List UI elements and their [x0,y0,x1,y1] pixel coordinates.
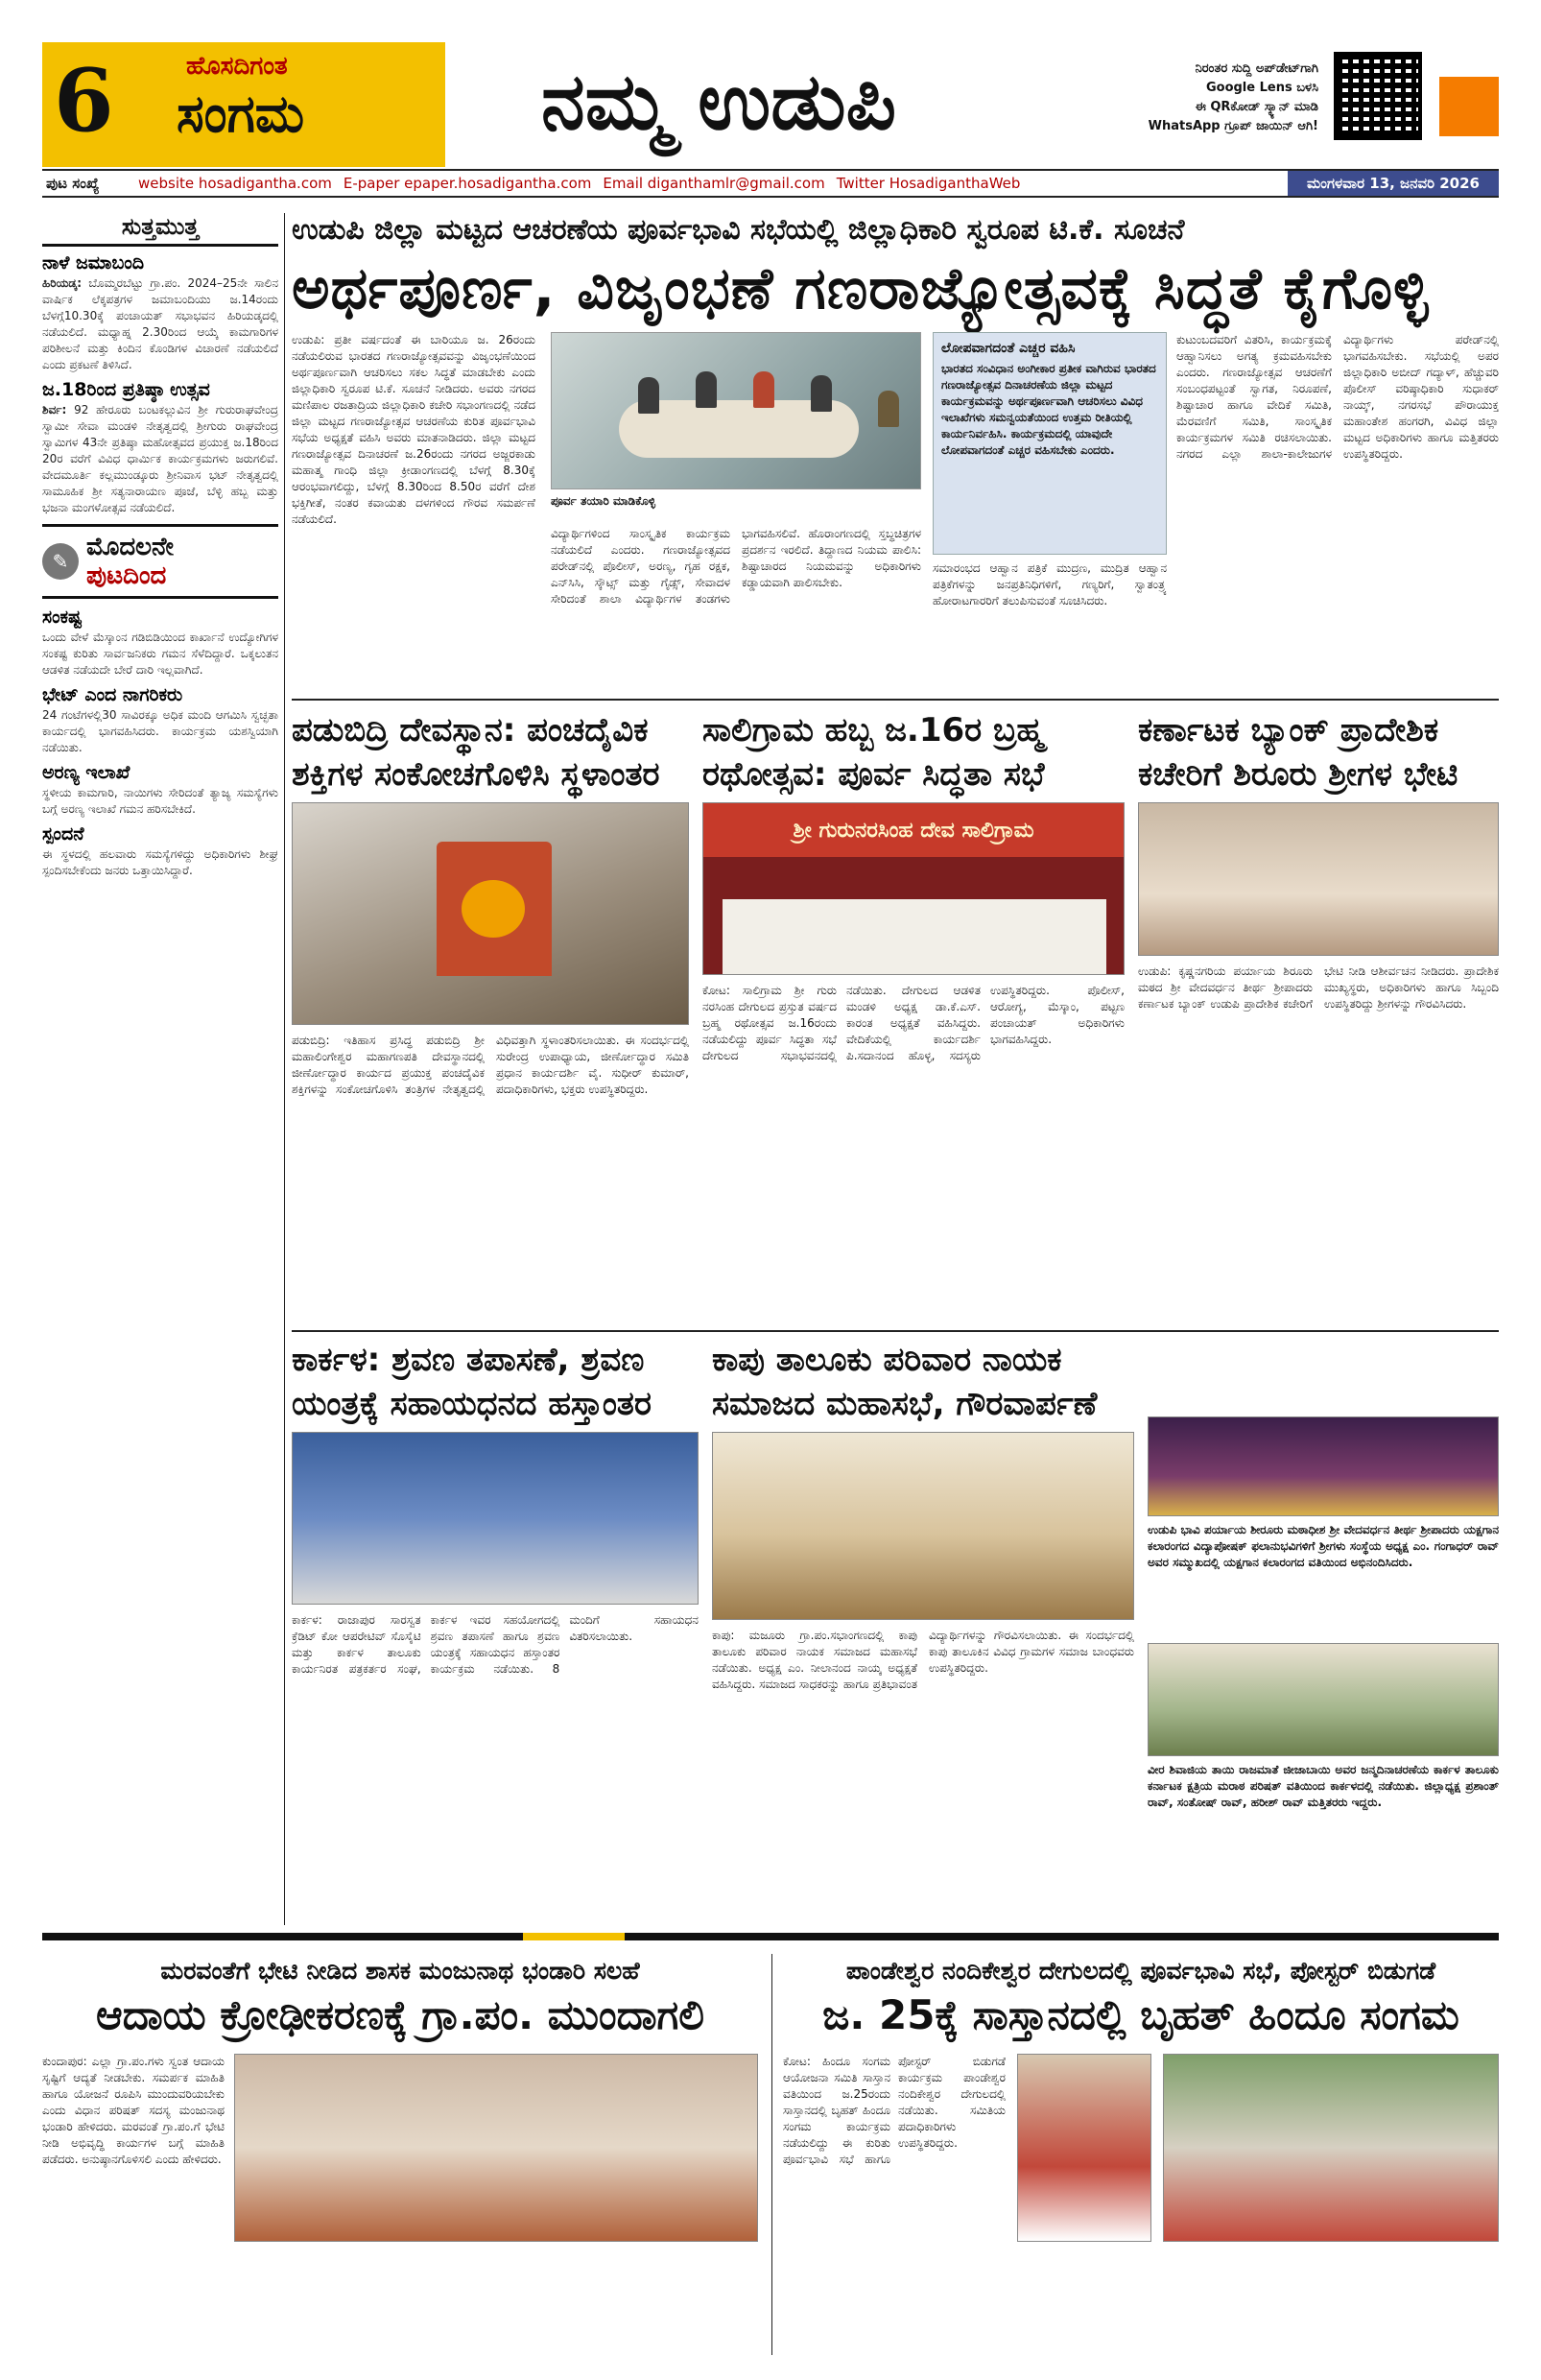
story-body: ಕುಂದಾಪುರ: ಎಲ್ಲಾ ಗ್ರಾ.ಪಂ.ಗಳು ಸ್ವಂತ ಆದಾಯ ಸೃಷ್ಟಿಗೆ ಆದ್ಯತೆ ನೀಡಬೇಕು. ಸಮರ್ಪಕ ಮಾಹಿತಿ ಹಾಗೂ ಯೋಜನೆ ರೂಪಿಸಿ ಮುಂದುವರಿಯಬೇಕು ಎಂದು ವಿಧಾನ ಪರಿಷತ್ ಸದಸ್ಯ ಮಂಜುನಾಥ ಭಂಡಾರಿ ಹೇಳಿದರು. ಮರವಂತೆ ಗ್ರಾ.ಪಂ.ಗೆ ಭೇಟಿ ನೀಡಿ ಅಭಿವೃದ್ಧಿ ಕಾರ್ಯಗಳ ಬಗ್ಗೆ ಮಾಹಿತಿ ಪಡೆದರು. ಅನುಷ್ಠಾನಗೊಳಿಸಲಿ ಎಂದು ಹೇಳಿದರು. [42,2055,225,2166]
brief-headline: ಜ.18ರಿಂದ ಪ್ರತಿಷ್ಠಾ ಉತ್ಸವ [42,379,210,400]
masthead [42,42,1499,192]
column-divider [284,213,285,1925]
twitter-link[interactable]: Twitter HosadiganthaWeb [836,175,1021,192]
brief-item [42,762,278,818]
contact-links [138,175,1288,192]
lead-kicker: ಉಡುಪಿ ಜಿಲ್ಲಾ ಮಟ್ಟದ ಆಚರಣೆಯ ಪೂರ್ವಭಾವಿ ಸಭೆಯಲ್ಲಿ ಜಿಲ್ಲಾಧಿಕಾರಿ ಸ್ವರೂಪ ಟಿ.ಕೆ. ಸೂಚನೆ [292,213,1185,247]
story-kicker: ಪಾಂಡೇಶ್ವರ ನಂದಿಕೇಶ್ವರ ದೇಗುಲದಲ್ಲಿ ಪೂರ್ವಭಾವಿ ಸಭೆ, ಪೋಸ್ಟರ್ ಬಿಡುಗಡೆ [845,1957,1436,1985]
story-kicker: ಮರವಂತೆಗೆ ಭೇಟಿ ನೀಡಿದ ಶಾಸಕ ಮಂಜುನಾಥ ಭಂಡಾರಿ ಸಲಹೆ [160,1957,640,1985]
meeting-stage-photo [702,802,1125,975]
issue-date: ಮಂಗಳವಾರ 13, ಜನವರಿ 2026 [1288,171,1499,196]
brief-item [42,252,278,373]
dateline: ಹಿರಿಯಡ್ಕ: [42,276,83,290]
fire-shape [462,880,525,938]
continued-label-2: ಪುಟದಿಂದ [86,561,167,590]
brief-text: 92 ಹೇರೂರು ಬಂಟಕಲ್ಲುವಿನ ಶ್ರೀ ಗುರುರಾಘವೇಂದ್ರ ಸ್ವಾಮೀ ಸೇವಾ ಮಂಡಳಿ ನೇತೃತ್ವದಲ್ಲಿ ಶ್ರೀಗುರು ರಾಘವೇಂದ್ರ ಸ್ವಾಮಿಗಳ 43ನೇ ಪ್ರತಿಷ್ಠಾ ಮಹೋತ್ಸವದ ಪ್ರಯುಕ್ತ ಜ.18ರಿಂದ 20ರ ವರೆಗೆ ವಿವಿಧ ಧಾರ್ಮಿಕ ಕಾರ್ಯಕ್ರಮಗಳು ಜರುಗಲಿವೆ. ವೇದಮೂರ್ತಿ ಕಲ್ಲಮುಂಡ್ಕೂರು ಶ್ರೀನಿವಾಸ ಭಟ್ ನೇತೃತ್ವದಲ್ಲಿ ಸಾಮೂಹಿಕ ಶ್ರೀ ಸತ್ಯನಾರಾಯಣ ಪೂಜೆ, ಬೆಳ್ಳಿ ಹಬ್ಬ ಮತ್ತು ಭಜನಾ ಮಂಗಳೋತ್ಸವ ನಡೆಯಲಿದೆ. [42,403,278,514]
brief-text: ಒಂದು ವೇಳೆ ಮೆಸ್ಕಾಂನ ಗಡಿಬಿಡಿಯಿಂದ ಕಾರ್ಖಾನೆ ಉದ್ಯೋಗಿಗಳ ಸಂಕಷ್ಟ ಕುರಿತು ಸಾರ್ವಜನಿಕರು ಗಮನ ಸೆಳೆದಿದ್ದಾರೆ. ಒಕ್ಕಲುತನ ಆಡಳಿತ ನಡೆಯದೇ ಬೇರೆ ದಾರಿ ಇಲ್ಲವಾಗಿದೆ. [42,631,278,677]
lead-body: ಕುಟುಂಬದವರಿಗೆ ವಿತರಿಸಿ, ಕಾರ್ಯಕ್ರಮಕ್ಕೆ ಆಹ್ವಾನಿಸಲು ಅಗತ್ಯ ಕ್ರಮವಹಿಸಬೇಕು ಎಂದರು. ಗಣರಾಜ್ಯೋತ್ಸವ ಆಚರಣೆಗೆ ಸಂಬಂಧಪಟ್ಟಂತೆ ಸ್ವಾಗತ, ನಿರೂಪಣೆ, ಶಿಷ್ಟಾಚಾರ ಹಾಗೂ ವೇದಿಕೆ ಸಮಿತಿ, ಮೆರವಣಿಗೆ ಸಮಿತಿ, ಸಾಂಸ್ಕೃತಿಕ ಕಾರ್ಯಕ್ರಮಗಳ ಸಮಿತಿ ರಚಿಸಲಾಯಿತು. ನಗರದ ಎಲ್ಲಾ ಶಾಲಾ-ಕಾಲೇಜುಗಳ ವಿದ್ಯಾರ್ಥಿಗಳು ಪರೇಡ್‌ನಲ್ಲಿ ಭಾಗವಹಿಸಬೇಕು. ಸಭೆಯಲ್ಲಿ ಅಪರ ಜಿಲ್ಲಾಧಿಕಾರಿ ಅಬೀದ್ ಗದ್ಯಾಳ್, ಹೆಚ್ಚುವರಿ ಪೊಲೀಸ್ ವರಿಷ್ಠಾಧಿಕಾರಿ ಸುಧಾಕರ್ ನಾಯ್ಕ್, ನಗರಸಭೆ ಪೌರಾಯುಕ್ತ ಮಹಾಂತೇಶ ಹಂಗರಗಿ, ವಿವಿಧ ಜಿಲ್ಲಾ ಮಟ್ಟದ ಅಧಿಕಾರಿಗಳು ಹಾಗೂ ಮತ್ತಿತರರು ಉಪಸ್ಥಿತರಿದ್ದರು. [1176,333,1499,461]
jijabai-event-photo [1148,1643,1499,1756]
meeting-photo [551,332,921,489]
brief-item [42,684,278,756]
column-divider [771,1954,772,2355]
pencil-icon: ✎ [42,543,79,580]
brief-headline: ಸಂಕಷ್ಟ [42,607,83,628]
promo-line: ನಿರಂತರ ಸುದ್ದಿ ಅಪ್‌ಡೇಟ್‌ಗಾಗಿ [1195,61,1318,76]
brief-headline: ಸ್ಪಂದನೆ [42,823,84,845]
section-title: ಸಂಗಮ [177,83,305,144]
lead-headline: ಅರ್ಥಪೂರ್ಣ, ವಿಜೃಂಭಣೆ ಗಣರಾಜ್ಯೋತ್ಸವಕ್ಕೆ ಸಿದ್ಧತೆ ಕೈಗೊಳ್ಳಿ [292,255,1430,322]
dateline: ಶಿರ್ವ: [42,403,67,416]
brief-text: 24 ಗಂಟೆಗಳಲ್ಲಿ30 ಸಾವಿರಕ್ಕೂ ಅಧಿಕ ಮಂದಿ ಆಗಮಿಸಿ ಸ್ವಚ್ಛತಾ ಕಾರ್ಯದಲ್ಲಿ ಭಾಗವಹಿಸಿದರು. ಕಾರ್ಯಕ್ರಮ ಯಶಸ್ವಿಯಾಗಿ ನಡೆಯಿತು. [42,708,278,754]
promo-line: Google Lens ಬಳಸಿ [1205,81,1318,95]
page-label: ಪುಟ ಸಂಖ್ಯೆ [46,175,100,192]
award-stage-photo [1148,1416,1499,1516]
whatsapp-promo [1079,60,1318,136]
lead-body: ಉಡುಪಿ: ಪ್ರತೀ ವರ್ಷದಂತೆ ಈ ಬಾರಿಯೂ ಜ. 26ರಂದು ನಡೆಯಲಿರುವ ಭಾರತದ ಗಣರಾಜ್ಯೋತ್ಸವವನ್ನು ವಿಜೃಂಭಣೆಯಿಂದ ಅರ್ಥಪೂರ್ಣವಾಗಿ ಆಚರಿಸಲು ಸಕಲ ಸಿದ್ಧತೆ ಮಾಡಬೇಕು ಎಂದು ಜಿಲ್ಲಾಧಿಕಾರಿ ಸ್ವರೂಪ ಟಿ.ಕೆ. ಸೂಚನೆ ನೀಡಿದರು. ಅವರು ನಗರದ ಮಣಿಪಾಲ ರಜತಾದ್ರಿಯ ಜಿಲ್ಲಾಧಿಕಾರಿ ಕಚೇರಿ ಸಭಾಂಗಣದಲ್ಲಿ ನಡೆದ ಜಿಲ್ಲಾ ಮಟ್ಟದ ಗಣರಾಜ್ಯೋತ್ಸವ ಆಚರಣೆಯ ಕುರಿತ ಪೂರ್ವಭಾವಿ ಸಭೆಯ ಅಧ್ಯಕ್ಷತೆ ವಹಿಸಿ ಅವರು ಮಾತನಾಡಿದರು. ಜಿಲ್ಲಾ ಮಟ್ಟದ ಗಣರಾಜ್ಯೋತ್ಸವ ದಿನಾಚರಣೆ ಜ.26ರಂದು ನಗರದ ಅಜ್ಜರಕಾಡು ಮಹಾತ್ಮ ಗಾಂಧಿ ಜಿಲ್ಲಾ ಕ್ರೀಡಾಂಗಣದಲ್ಲಿ ಬೆಳಗ್ಗೆ 8.30ಕ್ಕೆ ಆರಂಭವಾಗಲಿದ್ದು, ಬೆಳಗ್ಗೆ 8.30ರಿಂದ 8.50ರ ವರೆಗೆ ದೇಶ ಭಕ್ತಿಗೀತೆ, ನಂತರ ಕವಾಯತು ದಳಗಳಿಂದ ಗೌರವ ಸಮರ್ಪಣೆ ನಡೆಯಲಿದೆ. [292,333,535,526]
story-pandeshwara [783,1954,1499,2355]
sidebar-column [42,213,278,1925]
brief-item [42,823,278,879]
person-figure [753,371,774,408]
epaper-link[interactable]: E-paper epaper.hosadigantha.com [343,175,592,192]
story-headline: ಕಾರ್ಕಳ: ಶ್ರವಣ ತಪಾಸಣೆ, ಶ್ರವಣ ಯಂತ್ರಕ್ಕೆ ಸಹಾಯಧನದ ಹಸ್ತಾಂತರ [292,1341,652,1423]
photo-caption: ಉಡುಪಿ ಭಾವಿ ಪರ್ಯಾಯ ಶೀರೂರು ಮಠಾಧೀಶ ಶ್ರೀ ವೇದವರ್ಧನ ತೀರ್ಥ ಶ್ರೀಪಾದರು ಯಕ್ಷಗಾನ ಕಲಾರಂಗದ ವಿದ್ಯಾಪೋಷಕ್ ಫಲಾನುಭವಿಗಳಿಗೆ ಶ್ರೀಗಳು ಸಂಸ್ಥೆಯ ಅಧ್ಯಕ್ಷ ಎಂ. ಗಂಗಾಧರ್ ರಾವ್ ಅವರ ಸಮ್ಮುಖದಲ್ಲಿ ಯಕ್ಷಗಾನ ಕಲಾರಂಗದ ವತಿಯಿಂದ ಅಭಿನಂದಿಸಿದರು. [1148,1523,1499,1569]
lead-story [292,209,1499,689]
stage-table [723,899,1106,975]
highlight-text: ಭಾರತದ ಸಂವಿಧಾನ ಅಂಗೀಕಾರ ಪ್ರತೀಕ ವಾಗಿರುವ ಭಾರತದ ಗಣರಾಜ್ಯೋತ್ಸವ ದಿನಾಚರಣೆಯ ಜಿಲ್ಲಾ ಮಟ್ಟದ ಕಾರ್ಯಕ್ರಮವನ್ನು ಅರ್ಥಪೂರ್ಣವಾಗಿ ಆಚರಿಸಲು ವಿವಿಧ ಇಲಾಖೆಗಳು ಸಮನ್ವಯತೆಯಿಂದ ಉತ್ತಮ ರೀತಿಯಲ್ಲಿ ಕಾರ್ಯನಿರ್ವಹಿಸಿ. ಕಾರ್ಯಕ್ರಮದಲ್ಲಿ ಯಾವುದೇ ಲೋಪವಾಗದಂತೆ ಎಚ್ಚರ ವಹಿಸಬೇಕು ಎಂದರು. [941,362,1156,457]
temple-banner: ಶ್ರೀ ಗುರುನರಸಿಂಹ ದೇವ ಸಾಲಿಗ್ರಾಮ [703,803,1124,857]
mla-visit-photo [234,2054,758,2242]
continued-banner [42,524,278,599]
story-body: ಪಡುಬಿದ್ರಿ: ಇತಿಹಾಸ ಪ್ರಸಿದ್ಧ ಪಡುಬಿದ್ರಿ ಶ್ರೀ ಮಹಾಲಿಂಗೇಶ್ವರ ಮಹಾಗಣಪತಿ ದೇವಸ್ಥಾನದಲ್ಲಿ ಜೀರ್ಣೋದ್ಧಾರ ಕಾರ್ಯದ ಪ್ರಯುಕ್ತ ಪಂಚದೈವಿಕ ಶಕ್ತಿಗಳನ್ನು ಸಂಕೋಚಗೊಳಿಸಿ ತಂತ್ರಿಗಳ ನೇತೃತ್ವದಲ್ಲಿ ವಿಧಿವತ್ತಾಗಿ ಸ್ಥಳಾಂತರಿಸಲಾಯಿತು. ಈ ಸಂದರ್ಭದಲ್ಲಿ ಸುರೇಂದ್ರ ಉಪಾಧ್ಯಾಯ, ಜೀರ್ಣೋದ್ಧಾರ ಸಮಿತಿ ಪ್ರಧಾನ ಕಾರ್ಯದರ್ಶಿ ವೈ. ಸುಧೀರ್ ಕುಮಾರ್, ಪದಾಧಿಕಾರಿಗಳು, ಭಕ್ತರು ಉಪಸ್ಥಿತರಿದ್ದರು. [292,1034,689,1096]
story-headline: ಕರ್ಣಾಟಕ ಬ್ಯಾಂಕ್ ಪ್ರಾದೇಶಿಕ ಕಚೇರಿಗೆ ಶಿರೂರು ಶ್ರೀಗಳ ಭೇಟಿ [1138,711,1458,794]
poster-release-photo-2 [1163,2054,1499,2242]
qr-code-icon[interactable] [1334,52,1422,140]
lead-body: ಸಮಾರಂಭದ ಆಹ್ವಾನ ಪತ್ರಿಕೆ ಮುದ್ರಣ, ಮುದ್ರಿತ ಆಹ್ವಾನ ಪತ್ರಿಕೆಗಳನ್ನು ಜನಪ್ರತಿನಿಧಿಗಳಿಗೆ, ಗಣ್ಯರಿಗೆ, ಸ್ವಾತಂತ್ರ್ಯ ಹೋರಾಟಗಾರರಿಗೆ ತಲುಪಿಸುವಂತೆ ಸೂಚಿಸಿದರು. [933,561,1167,607]
story-padubidri [292,708,689,1322]
story-headline: ಜ. 25ಕ್ಕೆ ಸಾಸ್ತಾನದಲ್ಲಿ ಬೃಹತ್ ಹಿಂದೂ ಸಂಗಮ [822,1991,1459,2038]
story-saligrama [702,708,1125,1322]
website-link[interactable]: website hosadigantha.com [138,175,332,192]
page-number-box [42,42,445,167]
story-headline: ಕಾಪು ತಾಲೂಕು ಪರಿವಾರ ನಾಯಕ ಸಮಾಜದ ಮಹಾಸಭೆ, ಗೌರವಾರ್ಪಣೆ [712,1341,1098,1423]
story-body: ಕಾರ್ಕಳ: ರಾಜಾಪುರ ಸಾರಸ್ವತ ಕ್ರೆಡಿಟ್ ಕೋ ಆಪರೇಟಿವ್ ಸೊಸೈಟಿ ಮತ್ತು ಕಾರ್ಕಳ ತಾಲೂಕು ಕಾರ್ಯನಿರತ ಪತ್ರಕರ್ತರ ಸಂಘ, ಕಾರ್ಕಳ ಇವರ ಸಹಯೋಗದಲ್ಲಿ ಶ್ರವಣ ತಪಾಸಣೆ ಹಾಗೂ ಶ್ರವಣ ಯಂತ್ರಕ್ಕೆ ಸಹಾಯಧನ ಹಸ್ತಾಂತರ ಕಾರ್ಯಕ್ರಮ ನಡೆಯಿತು. 8 ಮಂದಿಗೆ ಸಹಾಯಧನ ವಿತರಿಸಲಾಯಿತು. [292,1613,699,1676]
sidebar-title: ಸುತ್ತಮುತ್ತ [42,213,278,247]
brief-headline: ನಾಳೆ ಜಮಾಬಂದಿ [42,252,145,274]
story-headline: ಸಾಲಿಗ್ರಾಮ ಹಬ್ಬ ಜ.16ರ ಬ್ರಹ್ಮ ರಥೋತ್ಸವ: ಪೂರ್ವ ಸಿದ್ಧತಾ ಸಭೆ [702,711,1045,794]
promo-line: ಈ QRಕೋಡ್ ಸ್ಕ್ಯಾನ್ ಮಾಡಿ [1195,100,1318,114]
story-body: ಕೋಟ: ಸಾಲಿಗ್ರಾಮ ಶ್ರೀ ಗುರು ನರಸಿಂಹ ದೇಗುಲದ ಪ್ರಸ್ತುತ ವರ್ಷದ ಬ್ರಹ್ಮ ರಥೋತ್ಸವ ಜ.16ರಂದು ನಡೆಯಲಿದ್ದು ಪೂರ್ವ ಸಿದ್ಧತಾ ಸಭೆ ದೇಗುಲದ ಸಭಾಭವನದಲ್ಲಿ ನಡೆಯಿತು. ದೇಗುಲದ ಆಡಳಿತ ಮಂಡಳಿ ಅಧ್ಯಕ್ಷ ಡಾ.ಕೆ.ಎಸ್. ಕಾರಂತ ಅಧ್ಯಕ್ಷತೆ ವಹಿಸಿದ್ದರು. ವೇದಿಕೆಯಲ್ಲಿ ಕಾರ್ಯದರ್ಶಿ ಪಿ.ಸದಾನಂದ ಹೊಳ್ಳ, ಸದಸ್ಯರು ಉಪಸ್ಥಿತರಿದ್ದರು. ಪೊಲೀಸ್, ಆರೋಗ್ಯ, ಮೆಸ್ಕಾಂ, ಪಟ್ಟಣ ಪಂಚಾಯತ್ ಅಧಿಕಾರಿಗಳು ಭಾಗವಹಿಸಿದ್ದರು. [702,984,1125,1062]
continued-label-1: ಮೊದಲನೇ [86,533,174,561]
decorative-strip [42,1933,1499,1940]
story-body: ಕಾಪು: ಮಜೂರು ಗ್ರಾ.ಪಂ.ಸಭಾಂಗಣದಲ್ಲಿ ಕಾಪು ತಾಲೂಕು ಪರಿವಾರ ನಾಯಕ ಸಮಾಜದ ಮಹಾಸಭೆ ನಡೆಯಿತು. ಅಧ್ಯಕ್ಷ ಎಂ. ನೀಲಾನಂದ ನಾಯ್ಕ ಅಧ್ಯಕ್ಷತೆ ವಹಿಸಿದ್ದರು. ಸಮಾಜದ ಸಾಧಕರನ್ನು ಹಾಗೂ ಪ್ರತಿಭಾವಂತ ವಿದ್ಯಾರ್ಥಿಗಳನ್ನು ಗೌರವಿಸಲಾಯಿತು. ಈ ಸಂದರ್ಭದಲ್ಲಿ ಕಾಪು ತಾಲೂಕಿನ ವಿವಿಧ ಗ್ರಾಮಗಳ ಸಮಾಜ ಬಾಂಧವರು ಉಪಸ್ಥಿತರಿದ್ದರು. [712,1629,1134,1691]
email-link[interactable]: Email diganthamlr@gmail.com [603,175,825,192]
story-body: ಉಡುಪಿ: ಕೃಷ್ಣನಗರಿಯ ಪರ್ಯಾಯ ಶಿರೂರು ಮಠದ ಶ್ರೀ ವೇದವರ್ಧನ ತೀರ್ಥ ಶ್ರೀಪಾದರು ಕರ್ಣಾಟಕ ಬ್ಯಾಂಕ್ ಉಡುಪಿ ಪ್ರಾದೇಶಿಕ ಕಚೇರಿಗೆ ಭೇಟಿ ನೀಡಿ ಆಶೀರ್ವಚನ ನೀಡಿದರು. ಪ್ರಾದೇಶಿಕ ಮುಖ್ಯಸ್ಥರು, ಅಧಿಕಾರಿಗಳು ಹಾಗೂ ಸಿಬ್ಬಂದಿ ಉಪಸ್ಥಿತರಿದ್ದು ಶ್ರೀಗಳನ್ನು ಗೌರವಿಸಿದರು. [1138,964,1499,1011]
brief-item [42,607,278,678]
person-figure [638,377,659,414]
promo-line: WhatsApp ಗ್ರೂಪ್ ಜಾಯಿನ್ ಆಗಿ! [1148,119,1318,133]
highlight-box [933,332,1167,555]
story-headline: ಆದಾಯ ಕ್ರೋಢೀಕರಣಕ್ಕೆ ಗ್ರಾ.ಪಂ. ಮುಂದಾಗಲಿ [95,1991,705,2038]
story-kapu [712,1338,1134,1925]
story-bank [1138,708,1499,1322]
brief-text: ಬೊಮ್ಮರಬೆಟ್ಟು ಗ್ರಾ.ಪಂ. 2024–25ನೇ ಸಾಲಿನ ವಾರ್ಷಿಕ ಲೆಕ್ಕಪತ್ರಗಳ ಜಮಾಬಂದಿಯು ಜ.14ರಂದು ಬೆಳಗ್ಗೆ10.30ಕ್ಕೆ ಪಂಚಾಯತ್ ಸಭಾಭವನ ಹಿರಿಯಡ್ಕದಲ್ಲಿ ನಡೆಯಲಿದೆ. ಮಧ್ಯಾಹ್ನ 2.30ರಿಂದ ಆಯ್ಕೆ ಕಾಮಗಾರಿಗಳ ಪರಿಶೀಲನೆ ಮತ್ತು ಕಿಂದಿನ ಕೊಂಡಿಗಳ ವಿಚಾರಣೆ ನಡೆಯಲಿದೆ ಎಂದು ಪ್ರಕಟಣೆ ತಿಳಿಸಿದೆ. [42,276,278,371]
lead-body: ವಿದ್ಯಾರ್ಥಿಗಳಿಂದ ಸಾಂಸ್ಕೃತಿಕ ಕಾರ್ಯಕ್ರಮ ನಡೆಯಲಿದೆ ಎಂದರು. ಗಣರಾಜ್ಯೋತ್ಸವದ ಪರೇಡ್‌ನಲ್ಲಿ ಪೊಲೀಸ್, ಅರಣ್ಯ, ಗೃಹ ರಕ್ಷಕ, ಎನ್‌ಸಿಸಿ, ಸ್ಕೌಟ್ಸ್ ಮತ್ತು ಗೈಡ್ಸ್, ಸೇವಾದಳ ಸೇರಿದಂತೆ ಶಾಲಾ ವಿದ್ಯಾರ್ಥಿಗಳ ತಂಡಗಳು ಭಾಗವಹಿಸಲಿವೆ. ಹೊರಾಂಗಣದಲ್ಲಿ ಸ್ತಬ್ಧಚಿತ್ರಗಳ ಪ್ರದರ್ಶನ ಇರಲಿದೆ. ತಿದ್ದಾಣದ ನಿಯಮ ಪಾಲಿಸಿ: ಶಿಷ್ಟಾಚಾರದ ನಿಯಮವನ್ನು ಅಧಿಕಾರಿಗಳು ಕಡ್ಡಾಯವಾಗಿ ಪಾಲಿಸಬೇಕು. [551,527,921,606]
lead-subhead: ಪೂರ್ವ ತಯಾರಿ ಮಾಡಿಕೊಳ್ಳಿ [551,494,656,508]
story-body: ಕೋಟ: ಹಿಂದೂ ಸಂಗಮ ಆಯೋಜನಾ ಸಮಿತಿ ಸಾಸ್ತಾನ ವತಿಯಿಂದ ಜ.25ರಂದು ಸಾಸ್ತಾನದಲ್ಲಿ ಬೃಹತ್ ಹಿಂದೂ ಸಂಗಮ ಕಾರ್ಯಕ್ರಮ ನಡೆಯಲಿದ್ದು ಈ ಕುರಿತು ಪೂರ್ವಭಾವಿ ಸಭೆ ಹಾಗೂ ಪೋಸ್ಟರ್ ಬಿಡುಗಡೆ ಕಾರ್ಯಕ್ರಮ ಪಾಂಡೇಶ್ವರ ನಂದಿಕೇಶ್ವರ ದೇಗುಲದಲ್ಲಿ ನಡೆಯಿತು. ಸಮಿತಿಯ ಪದಾಧಿಕಾರಿಗಳು ಉಪಸ್ಥಿತರಿದ್ದರು. [783,2055,1006,2166]
brief-headline: ಭೇಟ್ ಎಂದ ನಾಗರಿಕರು [42,684,183,705]
temple-ritual-photo [292,802,689,1025]
bank-visit-photo [1138,802,1499,956]
row-divider [292,1330,1499,1332]
bottom-section [42,1933,1499,2355]
brief-text: ಸ್ಥಳೀಯ ಕಾಮಗಾರಿ, ನಾಯಿಗಳು ಸೇರಿದಂತೆ ತ್ಯಾಜ್ಯ ಸಮಸ್ಯೆಗಳು ಬಗ್ಗೆ ಅರಣ್ಯ ಇಲಾಖೆ ಗಮನ ಹರಿಸಬೇಕಿದೆ. [42,786,278,816]
newspaper-brand: ಹೊಸದಿಗಂತ [186,52,288,81]
person-figure [811,375,832,412]
felicitation-photo [712,1432,1134,1620]
brief-headline: ಅರಣ್ಯ ಇಲಾಖೆ [42,762,130,783]
photo-caption: ವೀರ ಶಿವಾಜಿಯ ತಾಯಿ ರಾಜಮಾತೆ ಜೀಜಾಬಾಯಿ ಅವರ ಜನ್ಮದಿನಾಚರಣೆಯ ಕಾರ್ಕಳ ತಾಲೂಕು ಕರ್ನಾಟಕ ಕ್ಷತ್ರಿಯ ಮರಾಠ ಪರಿಷತ್ ವತಿಯಿಂದ ಕಾರ್ಕಳದಲ್ಲಿ ನಡೆಯಿತು. ಜಿಲ್ಲಾಧ್ಯಕ್ಷ ಪ್ರಶಾಂತ್ ರಾವ್, ಸಂತೋಷ್ ರಾವ್, ಹರೀಶ್ ರಾವ್ ಮತ್ತಿತರರು ಇದ್ದರು. [1148,1763,1499,1809]
row-divider [292,699,1499,701]
brief-item [42,379,278,516]
highlight-title: ಲೋಪವಾಗದಂತೆ ಎಚ್ಚರ ವಹಿಸಿ [941,341,1076,356]
color-block [1439,77,1499,136]
story-maravanthe [42,1954,758,2355]
brief-text: ಈ ಸ್ಥಳದಲ್ಲಿ ಹಲವಾರು ಸಮಸ್ಯೆಗಳಿದ್ದು ಅಧಿಕಾರಿಗಳು ಶೀಘ್ರ ಸ್ಪಂದಿಸಬೇಕೆಂದು ಜನರು ಒತ್ತಾಯಿಸಿದ್ದಾರೆ. [42,847,278,877]
handover-photo [292,1432,699,1605]
photo-news-column [1148,1416,1499,1925]
page-number: 6 [54,50,114,152]
info-bar [42,169,1499,198]
person-figure [878,391,899,427]
city-title: ನಮ್ಮ ಉಡುಪಿ [541,57,897,148]
story-headline: ಪಡುಬಿದ್ರಿ ದೇವಸ್ಥಾನ: ಪಂಚದೈವಿಕ ಶಕ್ತಿಗಳ ಸಂಕೋಚಗೊಳಿಸಿ ಸ್ಥಳಾಂತರ [292,711,660,794]
person-figure [696,371,717,408]
poster-release-photo-1 [1017,2054,1151,2242]
story-karkala [292,1338,699,1925]
